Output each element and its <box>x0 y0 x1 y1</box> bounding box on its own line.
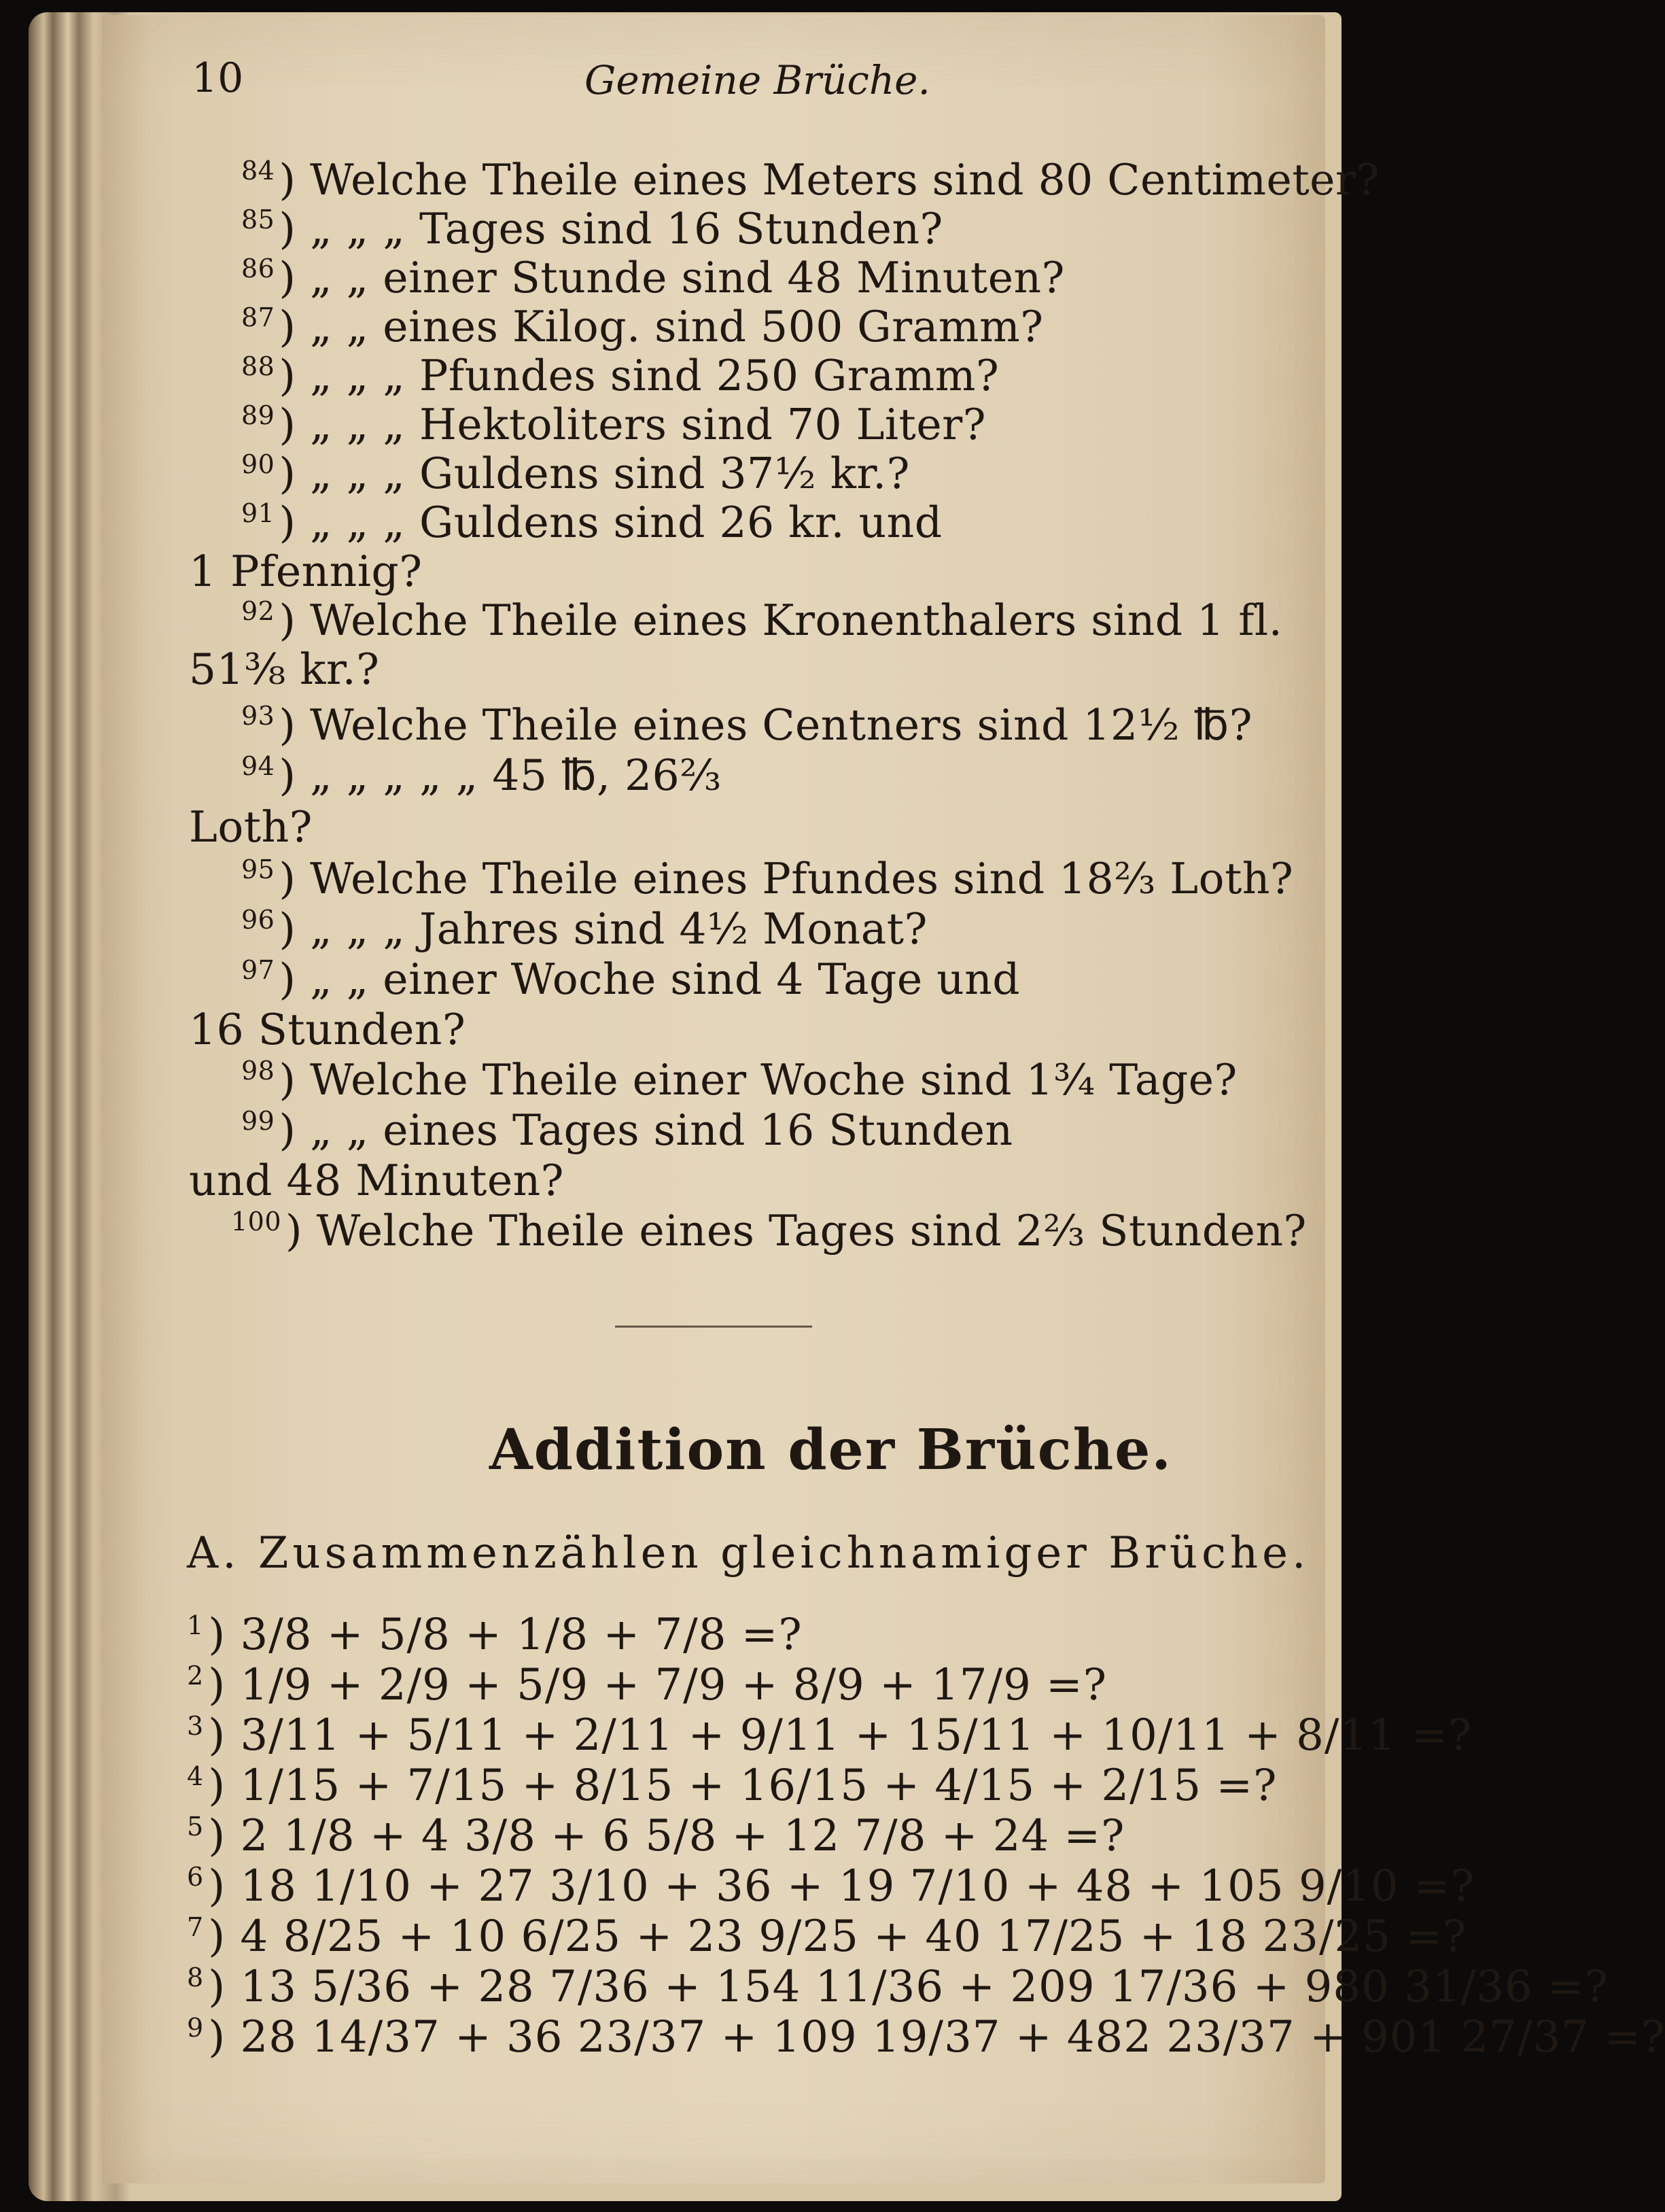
exercise-line: $^{97}$) „ „ einer Woche sind 4 Tage und <box>241 954 1021 1004</box>
section-title: Addition der Brüche. <box>489 1417 1172 1483</box>
exercise-line: $^{84}$) Welche Theile eines Meters sind 80 Centimeter? <box>241 155 1380 205</box>
exercise-continuation: und 48 Minuten? <box>189 1156 564 1205</box>
equation-line: $^3$) 3/11 + 5/11 + 2/11 + 9/11 + 15/11 + 10/11 + 8/11 =? <box>187 1710 1473 1761</box>
exercise-line: $^{89}$) „ „ „ Hektoliters sind 70 Liter? <box>241 400 987 449</box>
exercise-line: $^{85}$) „ „ „ Tages sind 16 Stunden? <box>241 204 943 254</box>
equation-line: $^4$) 1/15 + 7/15 + 8/15 + 16/15 + 4/15 + 2/15 =? <box>187 1761 1278 1811</box>
exercise-continuation: Loth? <box>189 802 313 852</box>
equation-line: $^2$) 1/9 + 2/9 + 5/9 + 7/9 + 8/9 + 17/9 =? <box>187 1660 1108 1710</box>
equation-line: $^1$) 3/8 + 5/8 + 1/8 + 7/8 =? <box>187 1610 803 1660</box>
section-divider <box>615 1326 812 1328</box>
equation-line: $^8$) 13 5/36 + 28 7/36 + 154 11/36 + 209 17/36 + 980 31/36 =? <box>187 1962 1609 2012</box>
equation-line: $^5$) 2 1/8 + 4 3/8 + 6 5/8 + 12 7/8 + 24 =? <box>187 1811 1125 1861</box>
equation-line: $^9$) 28 14/37 + 36 23/37 + 109 19/37 + 482 23/37 + 901 27/37 =? <box>187 2012 1665 2062</box>
exercise-line: $^{100}$) Welche Theile eines Tages sind 2⅔ Stunden? <box>231 1206 1307 1256</box>
equation-line: $^7$) 4 8/25 + 10 6/25 + 23 9/25 + 40 17/25 + 18 23/25 =? <box>187 1912 1467 1962</box>
exercise-continuation: 1 Pfennig? <box>189 547 423 596</box>
exercise-line: $^{86}$) „ „ einer Stunde sind 48 Minuten? <box>241 253 1065 303</box>
exercise-line: $^{88}$) „ „ „ Pfundes sind 250 Gramm? <box>241 351 1000 400</box>
exercise-line: $^{98}$) Welche Theile einer Woche sind 1¾ Tage? <box>241 1055 1238 1105</box>
exercise-line: $^{94}$) „ „ „ „ „ 45 ℔, 26⅔ <box>241 750 722 800</box>
exercise-line: $^{91}$) „ „ „ Guldens sind 26 kr. und <box>241 498 943 547</box>
exercise-line: $^{99}$) „ „ eines Tages sind 16 Stunden <box>241 1105 1013 1155</box>
section-subtitle: A. Zusammenzählen gleichnamiger Brüche. <box>187 1528 1310 1578</box>
exercise-line: $^{96}$) „ „ „ Jahres sind 4½ Monat? <box>241 904 928 954</box>
exercise-line: $^{95}$) Welche Theile eines Pfundes sind 18⅔ Loth? <box>241 854 1294 903</box>
equation-line: $^6$) 18 1/10 + 27 3/10 + 36 + 19 7/10 + 48 + 105 9/10 =? <box>187 1861 1475 1912</box>
exercise-line: $^{87}$) „ „ eines Kilog. sind 500 Gramm? <box>241 302 1044 351</box>
exercise-line: $^{90}$) „ „ „ Guldens sind 37½ kr.? <box>241 449 910 498</box>
exercise-continuation: 16 Stunden? <box>189 1005 466 1054</box>
running-title: Gemeine Brüche. <box>584 57 930 103</box>
exercise-continuation: 51⅜ kr.? <box>189 644 380 694</box>
exercise-line: $^{92}$) Welche Theile eines Kronenthalers sind 1 fl. <box>241 595 1283 645</box>
exercise-line: $^{93}$) Welche Theile eines Centners sind 12½ ℔? <box>241 700 1252 750</box>
page-number: 10 <box>192 54 244 102</box>
